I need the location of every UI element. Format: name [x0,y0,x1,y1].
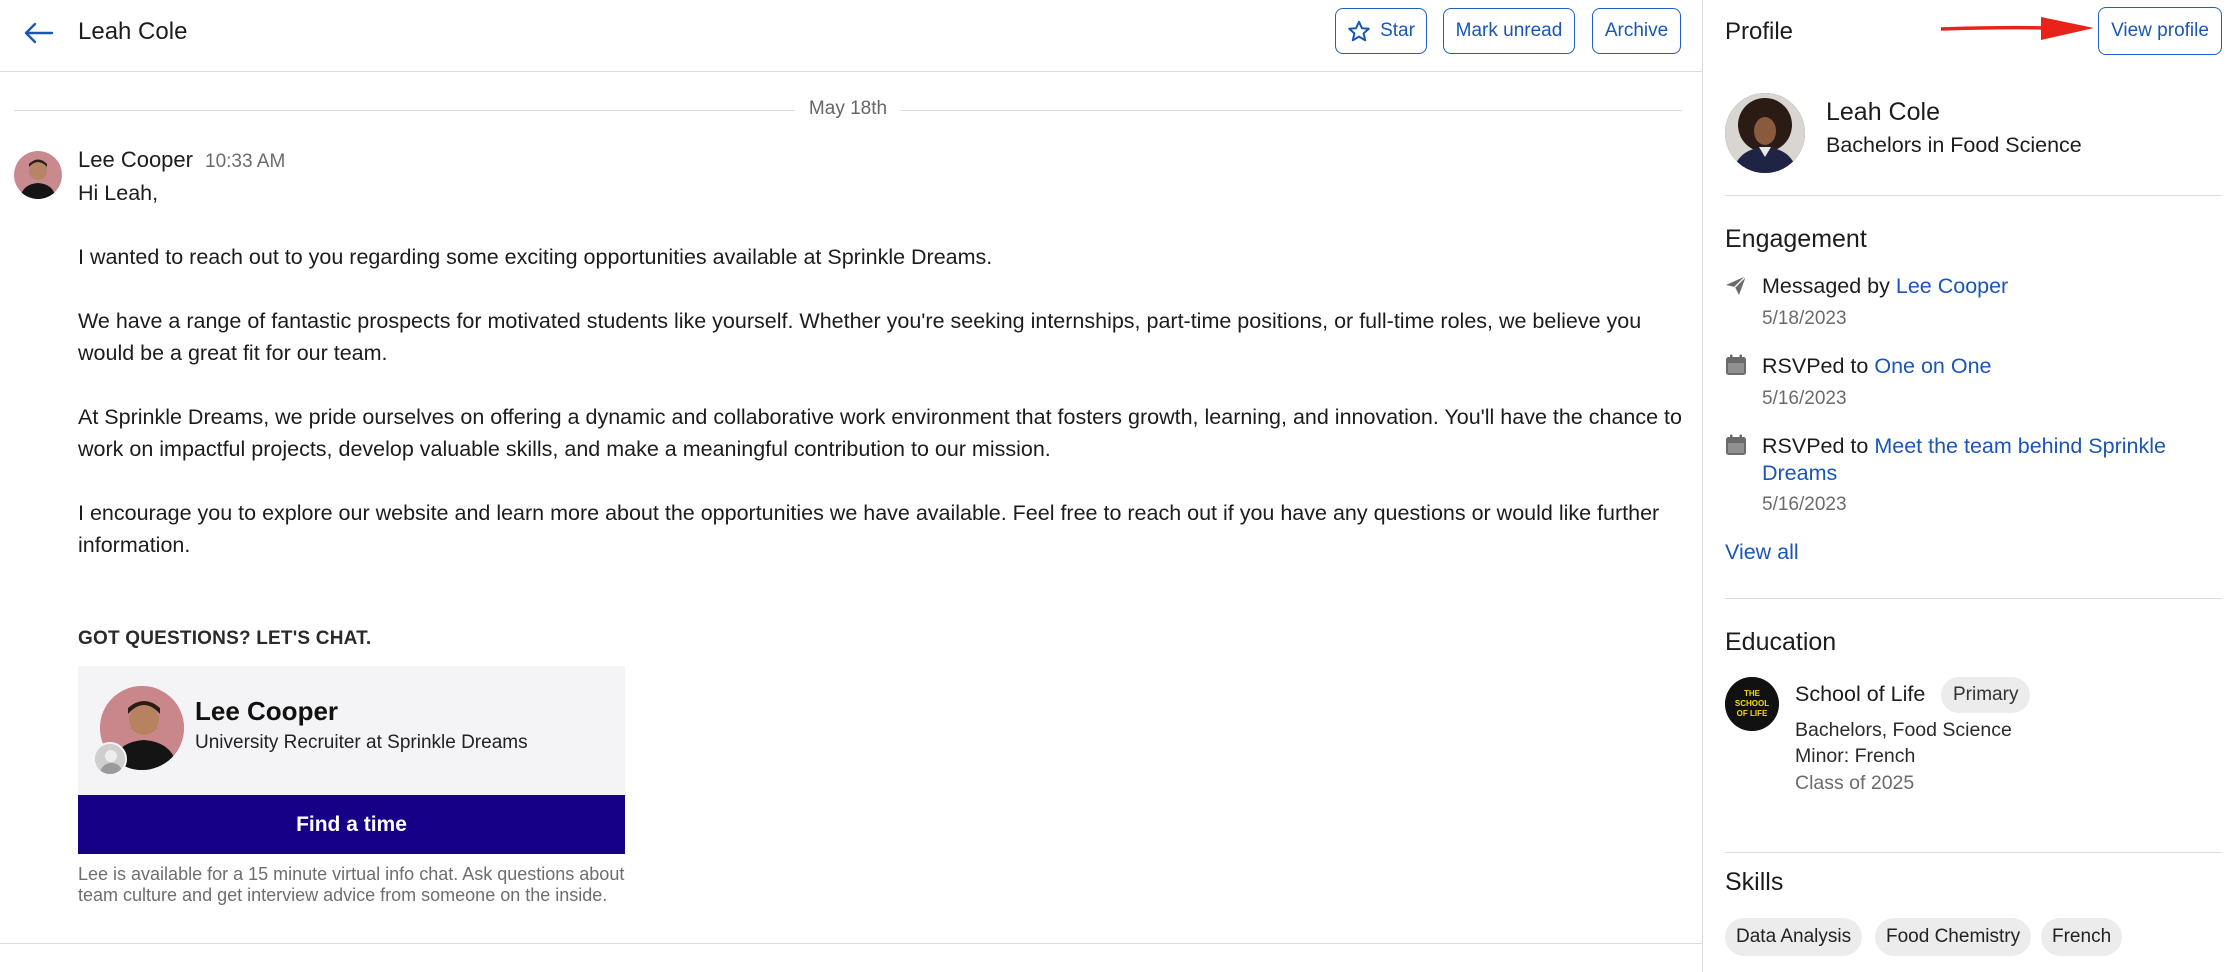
annotation-arrow-icon [1941,16,2096,47]
education-minor: Minor: French [1795,745,1916,767]
star-button-label: Star [1380,20,1415,41]
availability-note: Lee is available for a 15 minute virtual info chat. Ask questions about team culture and get interview advice from someone on the inside. [78,864,625,905]
message-paragraph: We have a range of fantastic prospects for motivated students like yourself. Whether you're seeking internships, part-time positions, or full-time roles, we believe you would be a great fit for our team. [78,309,1642,365]
education-degree: Bachelors, Food Science [1795,719,2012,741]
engagement-title: Engagement [1725,225,1867,253]
sender-avatar[interactable] [14,151,62,199]
conversation-title: Leah Cole [78,18,188,45]
calendar-icon [1725,434,1747,456]
engagement-date: 5/18/2023 [1762,308,1847,329]
engagement-date: 5/16/2023 [1762,494,1847,515]
back-arrow-icon[interactable] [22,16,56,50]
divider-line [1725,852,2222,853]
mark-unread-button[interactable]: Mark unread [1443,8,1575,54]
sender-name: Lee Cooper [78,147,193,172]
engagement-prefix: RSVPed to [1762,354,1875,378]
view-profile-button[interactable]: View profile [2098,7,2222,55]
recruiter-name: Lee Cooper [195,696,339,726]
date-divider-label: May 18th [795,98,901,120]
star-icon [1347,20,1371,43]
calendar-icon [1725,354,1747,376]
education-title: Education [1725,628,1837,656]
engagement-link[interactable]: Meet the team behind Sprinkle Dreams [1762,434,2166,485]
engagement-link[interactable]: One on One [1874,354,1992,378]
skill-chip: French [2041,918,2122,956]
recruiter-card [78,666,625,795]
engagement-link[interactable]: Lee Cooper [1895,274,2009,298]
send-icon [1725,274,1747,296]
view-all-link[interactable]: View all [1725,540,1799,564]
education-class-year: Class of 2025 [1795,772,1915,794]
profile-panel-title: Profile [1725,18,1794,45]
message-paragraph: I encourage you to explore our website and learn more about the opportunities we have available. Feel free to reach out if you have any questions or would like further information. [78,501,1660,557]
cta-heading: GOT QUESTIONS? LET'S CHAT. [78,628,372,649]
find-a-time-button[interactable]: Find a time [78,795,625,854]
conversation-header [0,0,1702,72]
skill-chip: Food Chemistry [1875,918,2031,956]
message-paragraph: At Sprinkle Dreams, we pride ourselves on offering a dynamic and collaborative work environment that fosters growth, learning, and innovation. You'll have the chance to work on impactful projects, develop valuable skills, and make a meaningful contribution to our mission. [78,405,1682,461]
archive-button[interactable]: Archive [1592,8,1681,54]
skills-title: Skills [1725,868,1784,896]
divider-line [1725,598,2222,599]
message-timestamp: 10:33 AM [205,151,286,172]
message-paragraph: Hi Leah, [78,181,159,205]
school-logo [1725,677,1779,731]
student-name: Leah Cole [1826,98,1940,126]
engagement-item [1762,273,2212,300]
svg-text:THE: THE [1744,689,1760,698]
engagement-prefix: RSVPed to [1762,434,1875,458]
svg-text:SCHOOL: SCHOOL [1734,699,1770,708]
company-avatar [93,742,127,776]
profile-panel [1702,0,2228,972]
skill-chip: Data Analysis [1725,918,1862,956]
primary-badge: Primary [1941,677,2030,713]
star-button[interactable] [1335,8,1427,54]
recruiter-role: University Recruiter at Sprinkle Dreams [195,732,528,753]
engagement-item [1762,433,2212,487]
message-paragraph: I wanted to reach out to you regarding some exciting opportunities available at Sprinkle Dreams. [78,245,993,269]
student-avatar [1725,93,1805,173]
school-name: School of Life [1795,682,1926,706]
date-divider [14,95,1682,125]
engagement-item [1762,353,2212,380]
student-degree: Bachelors in Food Science [1826,133,2082,157]
engagement-date: 5/16/2023 [1762,388,1847,409]
divider-line [0,943,1702,944]
svg-text:OF LIFE: OF LIFE [1736,709,1768,718]
divider-line [1725,195,2222,196]
engagement-prefix: Messaged by [1762,274,1896,298]
